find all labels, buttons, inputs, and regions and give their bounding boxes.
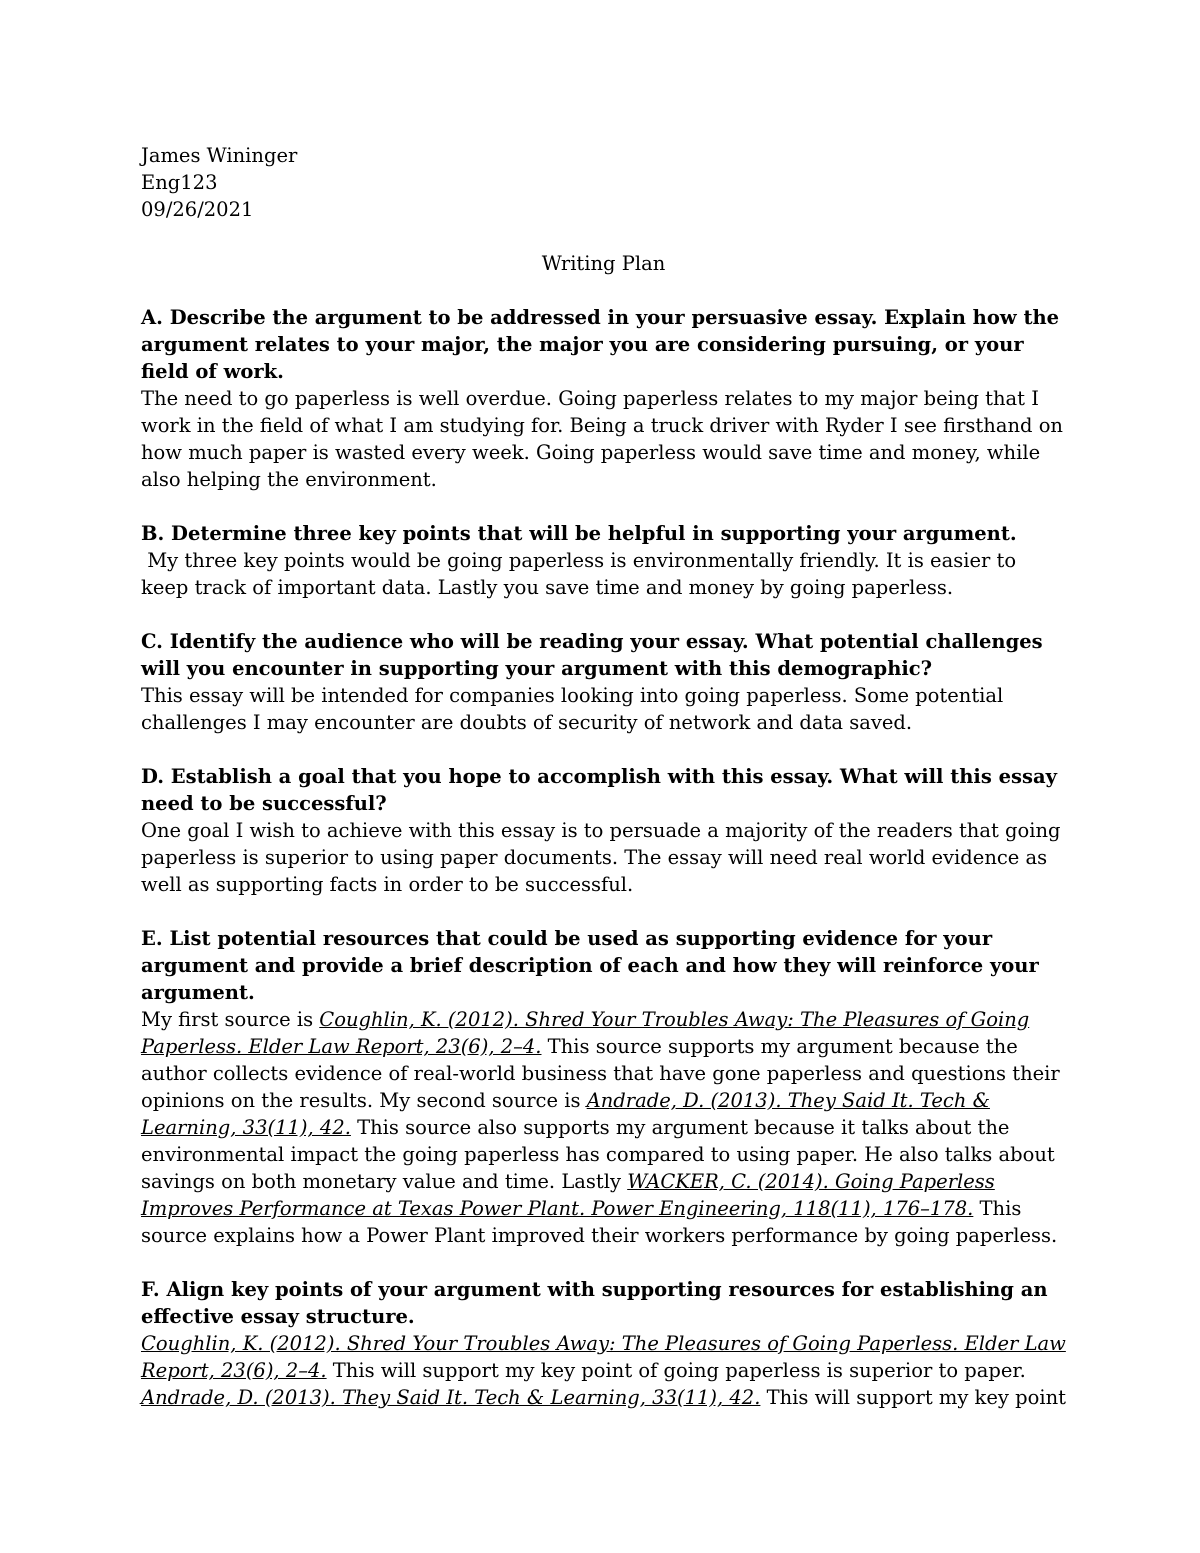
section-c-prompt: C. Identify the audience who will be reading your essay. What potential challenges will you encounter in supporting your argument with this demographic?: [141, 630, 1043, 680]
section-b-answer: My three key points would be going paperless is environmentally friendly. It is easier to keep track of important data. Lastly you save time and money by going paperless.: [141, 549, 1023, 599]
section-e-text-3: This source also supports my argument because it talks about the environmental impact the going paperless has compared to using paper. He also talks about savings on both monetary value and time. Lastly: [141, 1116, 1055, 1193]
section-d-prompt: D. Establish a goal that you hope to accomplish with this essay. What will this essay need to be successful?: [141, 765, 1057, 815]
section-b-prompt: B. Determine three key points that will be helpful in supporting your argument.: [141, 522, 1017, 545]
citation-wacker: WACKER, C. (2014). Going Paperless Improves Performance at Texas Power Plant. Power Engineering, 118(11), 176–178.: [141, 1170, 995, 1220]
section-b: [141, 520, 1066, 601]
author-header: [141, 142, 1066, 223]
section-f-text-2: This will support my key point: [760, 1386, 1066, 1409]
section-f: [141, 1276, 1066, 1411]
section-e-prompt: E. List potential resources that could be used as supporting evidence for your argument and provide a brief description of each and how they will reinforce your argument.: [141, 927, 1039, 1004]
section-d-answer: One goal I wish to achieve with this essay is to persuade a majority of the readers that going paperless is superior to using paper documents. The essay will need real world evidence as well as supporting facts in order to be successful.: [141, 819, 1061, 896]
section-f-answer-1: [141, 1330, 1066, 1384]
section-f-prompt: F. Align key points of your argument with supporting resources for establishing an effective essay structure.: [141, 1278, 1048, 1328]
section-d: [141, 763, 1066, 898]
section-e: [141, 925, 1066, 1249]
citation-andrade: Andrade, D. (2013). They Said It. Tech & Learning, 33(11), 42.: [141, 1089, 990, 1139]
section-e-text-1: My first source is: [141, 1008, 320, 1031]
section-c-answer: This essay will be intended for companies looking into going paperless. Some potential challenges I may encounter are doubts of security of network and data saved.: [141, 684, 1004, 734]
section-a-prompt: A. Describe the argument to be addressed in your persuasive essay. Explain how the argument relates to your major, the major you are considering pursuing, or your field of work.: [141, 306, 1060, 383]
section-e-text-2: This source supports my argument because the author collects evidence of real-world business that have gone paperless and questions their opinions on the results. My second source is: [141, 1035, 1060, 1112]
document-body: [141, 142, 1066, 1438]
section-a: [141, 304, 1066, 493]
citation-coughlin-f: Coughlin, K. (2012). Shred Your Troubles Away: The Pleasures of Going Paperless. Elder Law Report, 23(6), 2–4.: [141, 1332, 1066, 1382]
document-date: 09/26/2021: [141, 198, 254, 221]
citation-coughlin: Coughlin, K. (2012). Shred Your Troubles Away: The Pleasures of Going Paperless. Elder Law Report, 23(6), 2–4.: [141, 1008, 1030, 1058]
document-title: Writing Plan: [541, 252, 666, 275]
section-f-answer-2: [141, 1384, 1066, 1411]
section-e-text-4: This source explains how a Power Plant improved their workers performance by going paperless.: [141, 1197, 1058, 1247]
author-name: James Wininger: [141, 144, 298, 167]
section-c: [141, 628, 1066, 736]
section-e-answer: [141, 1006, 1066, 1249]
section-f-text-1: This will support my key point of going paperless is superior to paper.: [326, 1359, 1026, 1382]
section-a-answer: The need to go paperless is well overdue. Going paperless relates to my major being that I work in the field of what I am studying for. Being a truck driver with Ryder I see firsthand on how much paper is wasted every week. Going paperless would save time and money, while also helping the environment.: [141, 387, 1063, 491]
citation-andrade-f: Andrade, D. (2013). They Said It. Tech & Learning, 33(11), 42.: [141, 1386, 761, 1409]
course-code: Eng123: [141, 171, 218, 194]
